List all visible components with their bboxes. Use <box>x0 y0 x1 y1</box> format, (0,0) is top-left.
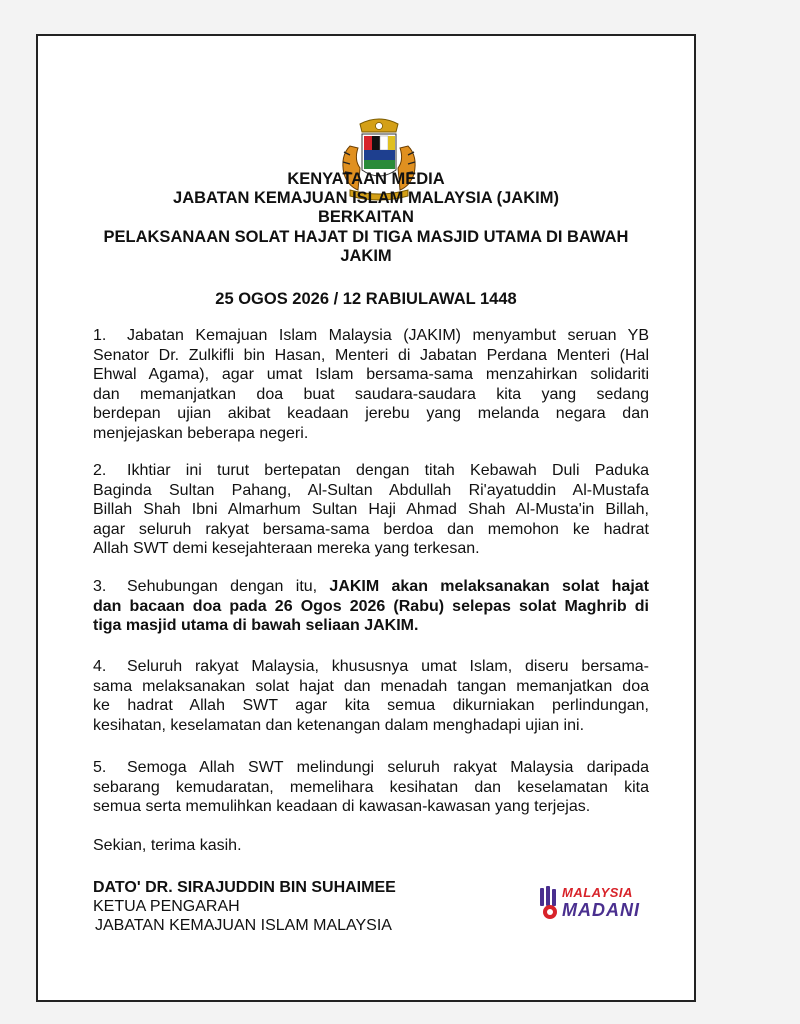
paragraph-line: semua serta memulihkan keadaan di kawasan-kawasan yang terjejas. <box>93 798 591 815</box>
paragraph-3 <box>93 577 649 636</box>
paragraph-line: Jabatan Kemajuan Islam Malaysia (JAKIM) menyambut seruan YB <box>127 327 649 344</box>
madani-emblem-icon <box>538 886 562 920</box>
paragraph-line: kesihatan, keselamatan dan ketenangan dalam menghadapi ujian ini. <box>93 716 585 734</box>
paragraph-line: Baginda Sultan Pahang, Al-Sultan Abdullah Ri'ayatuddin Al-Mustafa <box>93 481 649 499</box>
paragraph-line: menjejaskan beberapa negeri. <box>93 424 309 442</box>
subject-line-1: PELAKSANAAN SOLAT HAJAT DI TIGA MASJID UTAMA DI BAWAH <box>103 228 629 246</box>
paragraph-line: agar seluruh rakyat bersama-sama berdoa dan memohon ke hadrat <box>93 520 649 538</box>
paragraph-line: Allah SWT demi kesejahteraan mereka yang terkesan. <box>93 540 480 557</box>
paragraph-5 <box>93 758 649 817</box>
paragraph-line: Billah Shah Ibni Almarhum Sultan Haji Ahmad Shah Al-Musta'in Billah, <box>93 501 649 518</box>
logo-text-line2: MADANI <box>562 900 640 920</box>
paragraph-line: sama melaksanakan solat hajat dan menadah tangan memanjatkan doa <box>93 677 649 695</box>
paragraph-2 <box>93 461 649 559</box>
document-page <box>36 34 696 1002</box>
statement-date: 25 OGOS 2026 / 12 RABIULAWAL 1448 <box>215 290 517 308</box>
paragraph-line: dan memanjatkan doa buat saudara-saudara kita yang sedang <box>93 385 649 403</box>
relation-label: BERKAITAN <box>318 208 414 226</box>
paragraph-line: Senator Dr. Zulkifli bin Hasan, Menteri di Jabatan Perdana Menteri (Hal <box>93 346 649 364</box>
paragraph-line: ke hadrat Allah SWT agar kita semua dikurniakan perlindungan, <box>93 697 649 714</box>
paragraph-4 <box>93 657 649 735</box>
paragraph-line: Ehwal Agama), agar umat Islam bersama-sama menzahirkan solidariti <box>93 366 649 383</box>
paragraph-emphasis: tiga masjid utama di bawah seliaan JAKIM. <box>93 617 419 634</box>
paragraph-number: 3. <box>93 578 107 595</box>
paragraph-line: sebarang kemudaratan, memelihara kesihatan dan keselamatan kita <box>93 778 649 796</box>
paragraph-1 <box>93 326 649 443</box>
paragraph-line: Seluruh rakyat Malaysia, khususnya umat Islam, diseru bersama- <box>127 658 649 675</box>
paragraph-number: 5. <box>93 759 107 776</box>
logo-text-line1: MALAYSIA <box>562 885 633 900</box>
paragraph-line: berdepan ujian akibat keadaan jerebu yang melanda negara dan <box>93 405 649 422</box>
subject-line-2: JAKIM <box>340 247 392 265</box>
closing-text: Sekian, terima kasih. <box>93 837 242 854</box>
paragraph-lead: Sehubungan dengan itu, <box>127 578 318 595</box>
paragraph-emphasis: dan bacaan doa pada 26 Ogos 2026 (Rabu) selepas solat Maghrib di <box>93 597 649 615</box>
paragraph-emphasis: JAKIM akan melaksanakan solat hajat <box>329 578 649 595</box>
paragraph-number: 4. <box>93 658 107 675</box>
organisation-name: JABATAN KEMAJUAN ISLAM MALAYSIA (JAKIM) <box>173 189 559 207</box>
paragraph-line: Semoga Allah SWT melindungi seluruh rakyat Malaysia daripada <box>127 759 649 776</box>
signatory-department: JABATAN KEMAJUAN ISLAM MALAYSIA <box>95 917 392 934</box>
statement-title: KENYATAAN MEDIA <box>287 170 445 188</box>
signatory-name: DATO' DR. SIRAJUDDIN BIN SUHAIMEE <box>93 879 396 896</box>
malaysia-madani-logo <box>538 882 638 926</box>
paragraph-number: 1. <box>93 327 107 344</box>
paragraph-number: 2. <box>93 462 107 479</box>
signatory-position: KETUA PENGARAH <box>93 898 240 915</box>
paragraph-line: Ikhtiar ini turut bertepatan dengan titah Kebawah Duli Paduka <box>127 462 649 479</box>
